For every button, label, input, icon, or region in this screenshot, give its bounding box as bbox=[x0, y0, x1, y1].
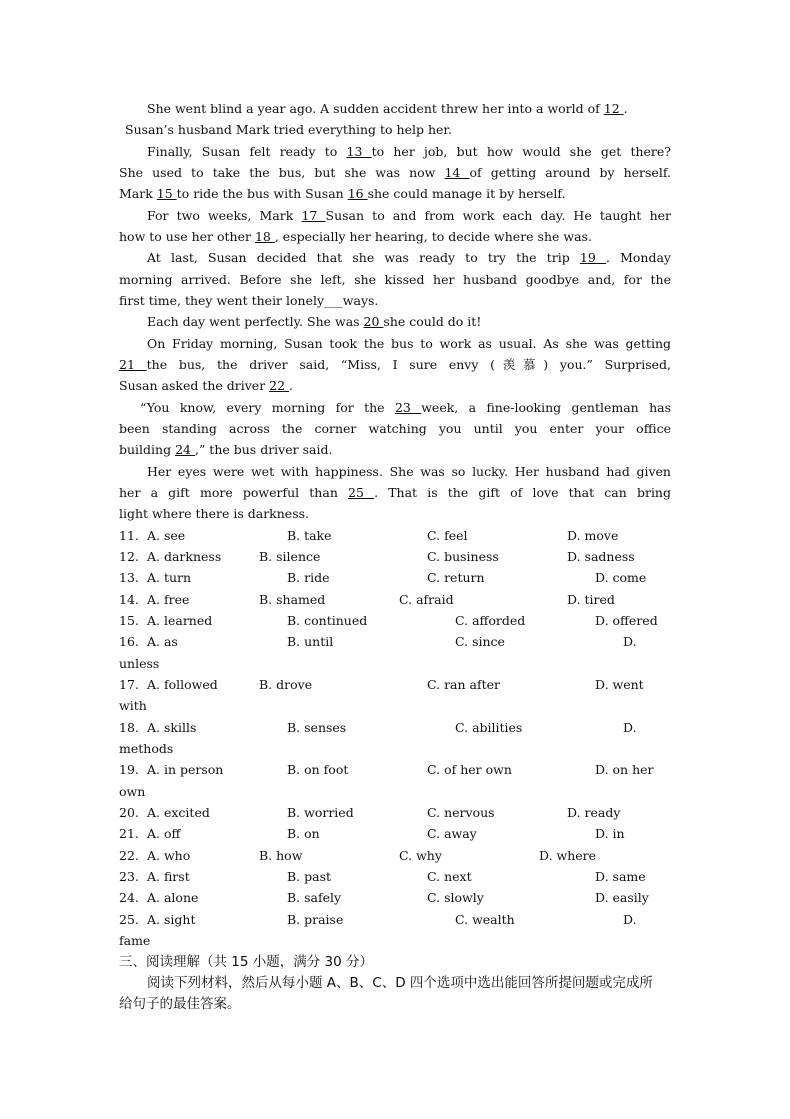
passage-line: Susan asked the driver 22 . bbox=[119, 378, 294, 393]
option-c: C. afforded bbox=[455, 613, 526, 628]
passage-line: Mark 15 to ride the bus with Susan 16 she could manage it by herself. bbox=[119, 186, 566, 201]
option-c: C. ran after bbox=[427, 677, 500, 692]
question-number: 16. bbox=[119, 634, 139, 649]
option-c: C. feel bbox=[427, 528, 468, 543]
option-d: D. bbox=[623, 634, 637, 649]
option-a: A. alone bbox=[147, 890, 199, 905]
question-number: 22. bbox=[119, 848, 139, 863]
passage-line: Finally, Susan felt ready to 13 to her job, but how would she get there? bbox=[147, 144, 671, 159]
option-c: C. why bbox=[399, 848, 442, 863]
section-instruction: 阅读下列材料，然后从每小题 A、B、C、D 四个选项中选出能回答所提问题或完成所 bbox=[147, 975, 653, 991]
option-b: B. continued bbox=[287, 613, 368, 628]
option-d: D. in bbox=[595, 826, 625, 841]
passage-line: first time, they went their lonely___ways. bbox=[119, 293, 379, 308]
option-b: B. worried bbox=[287, 805, 354, 820]
question-number: 24. bbox=[119, 890, 139, 905]
option-d-continued: with bbox=[119, 698, 147, 713]
option-d: D. come bbox=[595, 570, 647, 585]
option-c: C. nervous bbox=[427, 805, 495, 820]
passage-line: light where there is darkness. bbox=[119, 506, 309, 521]
passage-line: She used to take the bus, but she was now 14 of getting around by herself. bbox=[119, 165, 671, 180]
question-number: 13. bbox=[119, 570, 139, 585]
option-b: B. drove bbox=[259, 677, 313, 692]
section-heading: 三、阅读理解（共 15 小题，满分 30 分） bbox=[119, 954, 374, 970]
question-number: 25. bbox=[119, 912, 139, 927]
option-b: B. senses bbox=[287, 720, 347, 735]
option-d: D. offered bbox=[595, 613, 658, 628]
passage-line: For two weeks, Mark 17 Susan to and from work each day. He taught her bbox=[147, 208, 671, 223]
option-b: B. on bbox=[287, 826, 320, 841]
option-a: A. followed bbox=[147, 677, 218, 692]
question-number: 15. bbox=[119, 613, 139, 628]
passage-line: been standing across the corner watching you until you enter your office bbox=[119, 421, 671, 436]
question-number: 17. bbox=[119, 677, 139, 692]
option-b: B. past bbox=[287, 869, 332, 884]
passage-line: morning arrived. Before she left, she kissed her husband goodbye and, for the bbox=[119, 272, 671, 287]
question-number: 18. bbox=[119, 720, 139, 735]
passage-line: Each day went perfectly. She was 20 she could do it! bbox=[147, 314, 482, 329]
question-number: 20. bbox=[119, 805, 139, 820]
passage-line: how to use her other 18 , especially her hearing, to decide where she was. bbox=[119, 229, 592, 244]
option-c: C. away bbox=[427, 826, 477, 841]
option-a: A. turn bbox=[147, 570, 192, 585]
question-number: 19. bbox=[119, 762, 139, 777]
option-a: A. excited bbox=[147, 805, 210, 820]
option-d-continued: methods bbox=[119, 741, 174, 756]
option-d: D. ready bbox=[567, 805, 621, 820]
option-a: A. off bbox=[147, 826, 181, 841]
question-number: 23. bbox=[119, 869, 139, 884]
option-c: C. afraid bbox=[399, 592, 454, 607]
option-c: C. of her own bbox=[427, 762, 512, 777]
option-a: A. as bbox=[147, 634, 178, 649]
option-d: D. bbox=[623, 912, 637, 927]
option-c: C. since bbox=[455, 634, 505, 649]
passage-line: On Friday morning, Susan took the bus to work as usual. As she was getting bbox=[147, 336, 671, 351]
option-a: A. in person bbox=[147, 762, 224, 777]
option-d-continued: fame bbox=[119, 933, 151, 948]
question-number: 21. bbox=[119, 826, 139, 841]
option-a: A. who bbox=[147, 848, 191, 863]
option-d: D. bbox=[623, 720, 637, 735]
option-a: A. free bbox=[147, 592, 190, 607]
option-b: B. ride bbox=[287, 570, 330, 585]
option-b: B. how bbox=[259, 848, 303, 863]
option-c: C. abilities bbox=[455, 720, 523, 735]
passage-line: 21 the bus, the driver said, “Miss, I sure envy (羡慕) you.” Surprised, bbox=[119, 357, 671, 372]
option-c: C. slowly bbox=[427, 890, 484, 905]
option-b: B. praise bbox=[287, 912, 344, 927]
passage-line: At last, Susan decided that she was ready to try the trip 19 . Monday bbox=[147, 250, 671, 265]
option-d-continued: own bbox=[119, 784, 146, 799]
option-b: B. take bbox=[287, 528, 332, 543]
option-c: C. return bbox=[427, 570, 485, 585]
option-c: C. next bbox=[427, 869, 472, 884]
option-b: B. safely bbox=[287, 890, 342, 905]
option-d: D. easily bbox=[595, 890, 649, 905]
option-b: B. silence bbox=[259, 549, 321, 564]
passage-line: her a gift more powerful than 25 . That is the gift of love that can bring bbox=[119, 485, 671, 500]
option-a: A. first bbox=[147, 869, 190, 884]
option-d: D. tired bbox=[567, 592, 615, 607]
passage-line: Susan’s husband Mark tried everything to help her. bbox=[125, 122, 452, 137]
option-d-continued: unless bbox=[119, 656, 160, 671]
option-b: B. on foot bbox=[287, 762, 349, 777]
option-d: D. on her bbox=[595, 762, 654, 777]
option-d: D. sadness bbox=[567, 549, 635, 564]
passage-line: She went blind a year ago. A sudden accident threw her into a world of 12 . bbox=[147, 101, 628, 116]
option-d: D. went bbox=[595, 677, 644, 692]
question-number: 12. bbox=[119, 549, 139, 564]
question-number: 14. bbox=[119, 592, 139, 607]
passage-line: “You know, every morning for the 23 week, a fine-looking gentleman has bbox=[140, 400, 672, 415]
option-b: B. shamed bbox=[259, 592, 326, 607]
question-number: 11. bbox=[119, 528, 139, 543]
passage-line: Her eyes were wet with happiness. She was so lucky. Her husband had given bbox=[147, 464, 671, 479]
option-d: D. same bbox=[595, 869, 646, 884]
option-a: A. sight bbox=[147, 912, 196, 927]
option-d: D. where bbox=[539, 848, 597, 863]
option-c: C. business bbox=[427, 549, 499, 564]
section-instruction: 给句子的最佳答案。 bbox=[119, 996, 241, 1012]
option-a: A. skills bbox=[147, 720, 197, 735]
option-a: A. learned bbox=[147, 613, 213, 628]
passage-line: building 24 ,” the bus driver said. bbox=[119, 442, 333, 457]
option-b: B. until bbox=[287, 634, 334, 649]
option-a: A. see bbox=[147, 528, 186, 543]
option-a: A. darkness bbox=[147, 549, 222, 564]
option-c: C. wealth bbox=[455, 912, 515, 927]
option-d: D. move bbox=[567, 528, 619, 543]
